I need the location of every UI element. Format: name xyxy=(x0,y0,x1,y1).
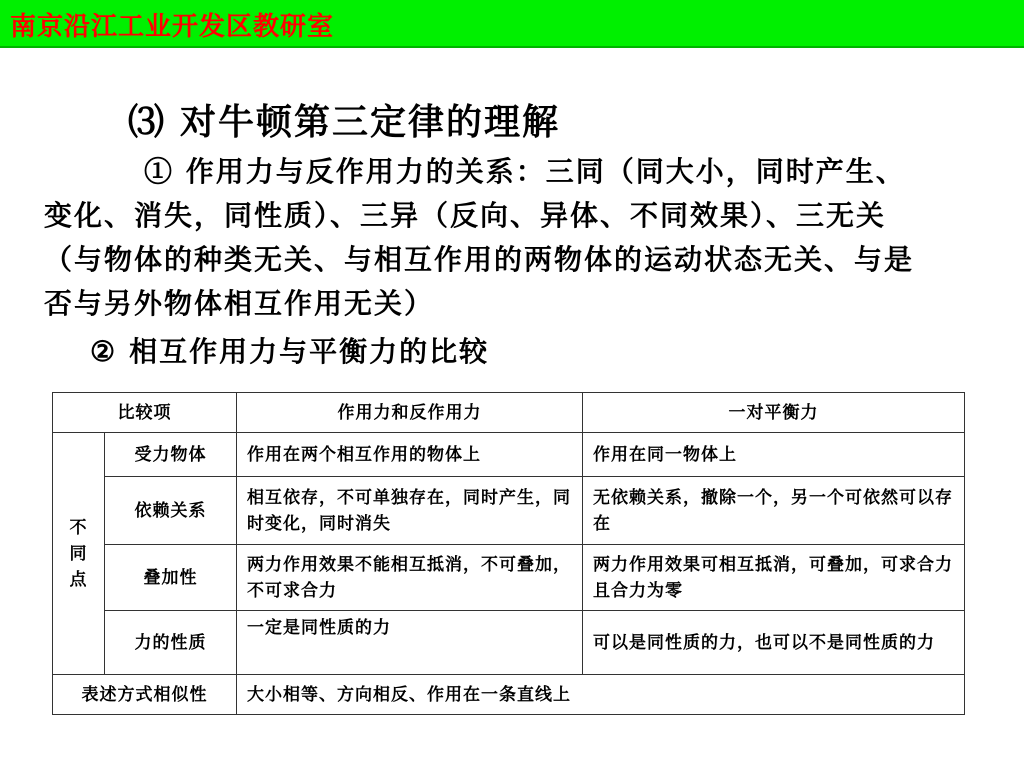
header-banner xyxy=(0,0,1024,48)
comparison-subheading xyxy=(90,330,489,370)
row-item-label: 依赖关系 xyxy=(105,477,237,545)
header-cell-balance: 一对平衡力 xyxy=(583,393,965,433)
subheading-mark: ② xyxy=(90,335,118,368)
cell-action-reaction: 两力作用效果不能相互抵消，不可叠加，不可求合力 xyxy=(237,545,583,611)
subheading-text: 相互作用力与平衡力的比较 xyxy=(129,335,490,368)
cell-action-reaction: 作用在两个相互作用的物体上 xyxy=(237,433,583,477)
cell-action-reaction: 相互依存，不可单独存在，同时产生，同时变化，同时消失 xyxy=(237,477,583,545)
similarity-label: 表述方式相似性 xyxy=(53,675,237,715)
group-label-char: 点 xyxy=(69,569,88,590)
table-row xyxy=(53,477,965,545)
table-row xyxy=(53,545,965,611)
row-item-label: 受力物体 xyxy=(105,433,237,477)
cell-balance: 可以是同性质的力，也可以不是同性质的力 xyxy=(583,611,965,675)
header-cell-action-reaction: 作用力和反作用力 xyxy=(237,393,583,433)
heading-number: ⑶ xyxy=(128,101,167,143)
table-header-row xyxy=(53,393,965,433)
group-label-char: 不 xyxy=(69,517,88,538)
similarity-value: 大小相等、方向相反、作用在一条直线上 xyxy=(237,675,965,715)
cell-balance: 无依赖关系，撤除一个，另一个可依然可以存在 xyxy=(583,477,965,545)
header-cell-item: 比较项 xyxy=(53,393,237,433)
relation-paragraph: ① 作用力与反作用力的关系：三同（同大小，同时产生、变化、消失，同性质）、三异（反向、异体、不同效果）、三无关（与物体的种类无关、与相互作用的两物体的运动状态无关、与是否与另外物体相互作用无关） xyxy=(44,155,915,320)
banner-title: 南京沿江工业开发区教研室 xyxy=(10,12,335,42)
cell-balance: 两力作用效果可相互抵消，可叠加，可求合力且合力为零 xyxy=(583,545,965,611)
heading-title: 对牛顿第三定律的理解 xyxy=(180,101,561,143)
cell-balance: 作用在同一物体上 xyxy=(583,433,965,477)
table-row xyxy=(53,433,965,477)
table-row-similarity xyxy=(53,675,965,715)
group-label-differences xyxy=(53,433,105,675)
row-item-label: 叠加性 xyxy=(105,545,237,611)
table-row xyxy=(53,611,965,675)
cell-action-reaction: 一定是同性质的力 xyxy=(237,611,583,675)
row-item-label: 力的性质 xyxy=(105,611,237,675)
comparison-table xyxy=(52,392,965,715)
group-label-char: 同 xyxy=(69,543,88,564)
section-heading xyxy=(128,94,560,145)
